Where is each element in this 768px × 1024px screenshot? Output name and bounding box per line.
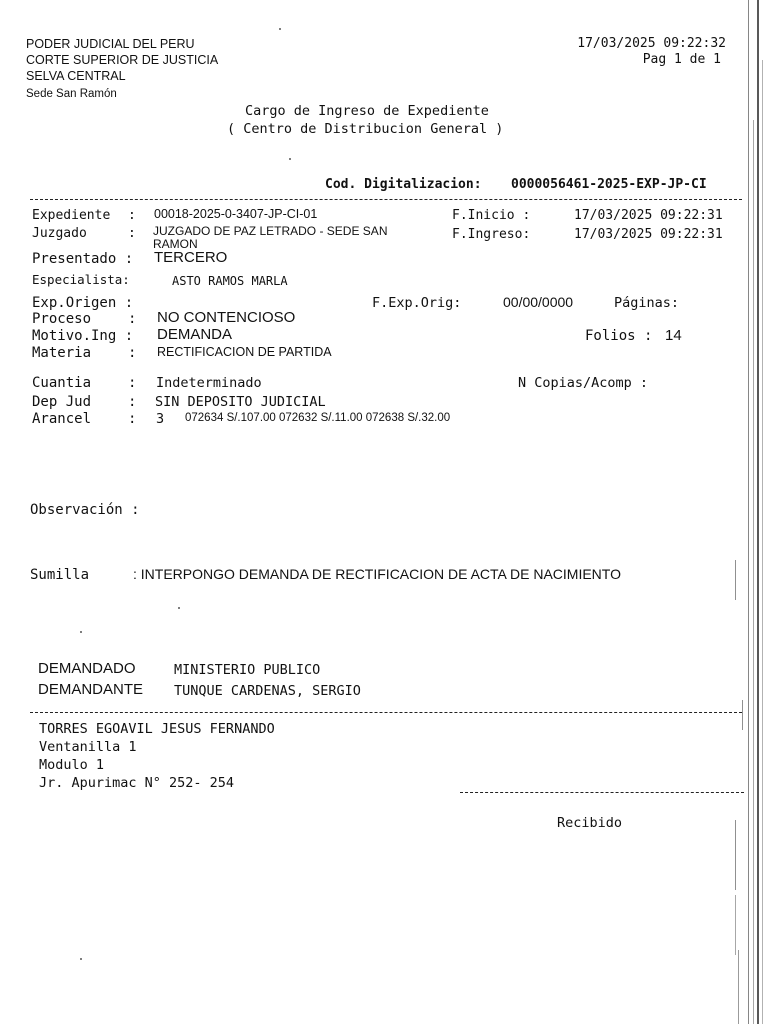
folios-value: 14	[665, 327, 682, 344]
cuantia-value: Indeterminado	[156, 375, 262, 391]
juzgado-label: Juzgado	[32, 226, 87, 241]
motivo-ing-value: DEMANDA	[157, 326, 233, 343]
f-exp-orig-value: 00/00/0000	[503, 294, 574, 310]
party-name-demandado: MINISTERIO PUBLICO	[174, 662, 321, 678]
arancel-label: Arancel	[32, 411, 92, 427]
party-name-demandante: TUNQUE CARDENAS, SERGIO	[174, 683, 361, 699]
juzgado-value-line2: RAMON	[153, 237, 198, 251]
sumilla-value: : INTERPONGO DEMANDA DE RECTIFICACION DE ACTA DE NACIMIENTO	[133, 566, 621, 582]
f-inicio-value: 17/03/2025 09:22:31	[574, 208, 723, 223]
digitalizacion-label: Cod. Digitalizacion:	[325, 177, 482, 192]
materia-label: Materia	[32, 345, 92, 361]
motivo-ing-label: Motivo.Ing :	[32, 328, 134, 344]
org-line-4: Sede San Ramón	[26, 88, 117, 100]
exp-origen-label: Exp.Origen :	[32, 295, 134, 311]
divider-top	[30, 199, 742, 200]
f-inicio-label: F.Inicio :	[452, 208, 531, 223]
signature-line	[460, 792, 744, 793]
expediente-value: 00018-2025-0-3407-JP-CI-01	[154, 207, 318, 221]
dep-jud-label: Dep Jud	[32, 394, 92, 410]
print-datetime: 17/03/2025 09:22:32	[577, 36, 726, 51]
observacion-label: Observación :	[30, 502, 140, 518]
f-ingreso-value: 17/03/2025 09:22:31	[574, 227, 723, 242]
address: Jr. Apurimac N° 252- 254	[39, 775, 235, 791]
dep-jud-colon: :	[128, 394, 137, 410]
n-copias-label: N Copias/Acomp :	[518, 375, 649, 391]
page-number: Pag 1 de 1	[642, 52, 721, 67]
divider-bottom	[30, 712, 742, 713]
scan-speck	[178, 607, 180, 609]
party-role-demandado: DEMANDADO	[38, 660, 136, 677]
arancel-value: 072634 S/.107.00 072632 S/.11.00 072638 S/.32.00	[185, 412, 451, 424]
expediente-label: Expediente	[32, 208, 111, 223]
paginas-label: Páginas:	[614, 295, 680, 311]
especialista-value: ASTO RAMOS MARLA	[172, 274, 288, 288]
proceso-label: Proceso	[32, 311, 92, 327]
f-exp-orig-label: F.Exp.Orig:	[372, 295, 462, 311]
ventanilla: Ventanilla 1	[39, 739, 137, 755]
scan-speck	[80, 631, 82, 633]
presentado-label: Presentado :	[32, 251, 134, 267]
operator-name: TORRES EGOAVIL JESUS FERNANDO	[39, 721, 275, 737]
materia-colon: :	[128, 345, 137, 361]
f-ingreso-label: F.Ingreso:	[452, 227, 531, 242]
presentado-value: TERCERO	[154, 249, 228, 266]
materia-value: RECTIFICACION DE PARTIDA	[157, 345, 332, 359]
dep-jud-value: SIN DEPOSITO JUDICIAL	[155, 394, 326, 410]
cuantia-colon: :	[128, 375, 137, 391]
recibido-label: Recibido	[557, 815, 623, 831]
juzgado-colon: :	[128, 226, 136, 241]
modulo: Modulo 1	[39, 757, 105, 773]
scan-speck	[80, 958, 82, 960]
document-title: Cargo de Ingreso de Expediente	[245, 103, 489, 119]
proceso-value: NO CONTENCIOSO	[157, 309, 296, 326]
party-role-demandante: DEMANDANTE	[38, 681, 144, 698]
arancel-count: 3	[156, 411, 165, 427]
cuantia-label: Cuantia	[32, 375, 92, 391]
org-line-2: CORTE SUPERIOR DE JUSTICIA	[26, 53, 219, 67]
expediente-colon: :	[128, 208, 136, 223]
org-line-1: PODER JUDICIAL DEL PERU	[26, 37, 195, 51]
folios-label: Folios :	[585, 328, 653, 344]
digitalizacion-code: 0000056461-2025-EXP-JP-CI	[511, 177, 707, 192]
arancel-colon: :	[128, 411, 137, 427]
document-subtitle: ( Centro de Distribucion General )	[227, 121, 504, 137]
scan-speck	[289, 158, 291, 160]
proceso-colon: :	[128, 311, 137, 327]
org-line-3: SELVA CENTRAL	[26, 69, 126, 83]
juzgado-value-line1: JUZGADO DE PAZ LETRADO - SEDE SAN	[153, 224, 388, 238]
scan-speck	[279, 28, 281, 30]
sumilla-label: Sumilla	[30, 567, 90, 583]
especialista-label: Especialista:	[32, 272, 130, 287]
